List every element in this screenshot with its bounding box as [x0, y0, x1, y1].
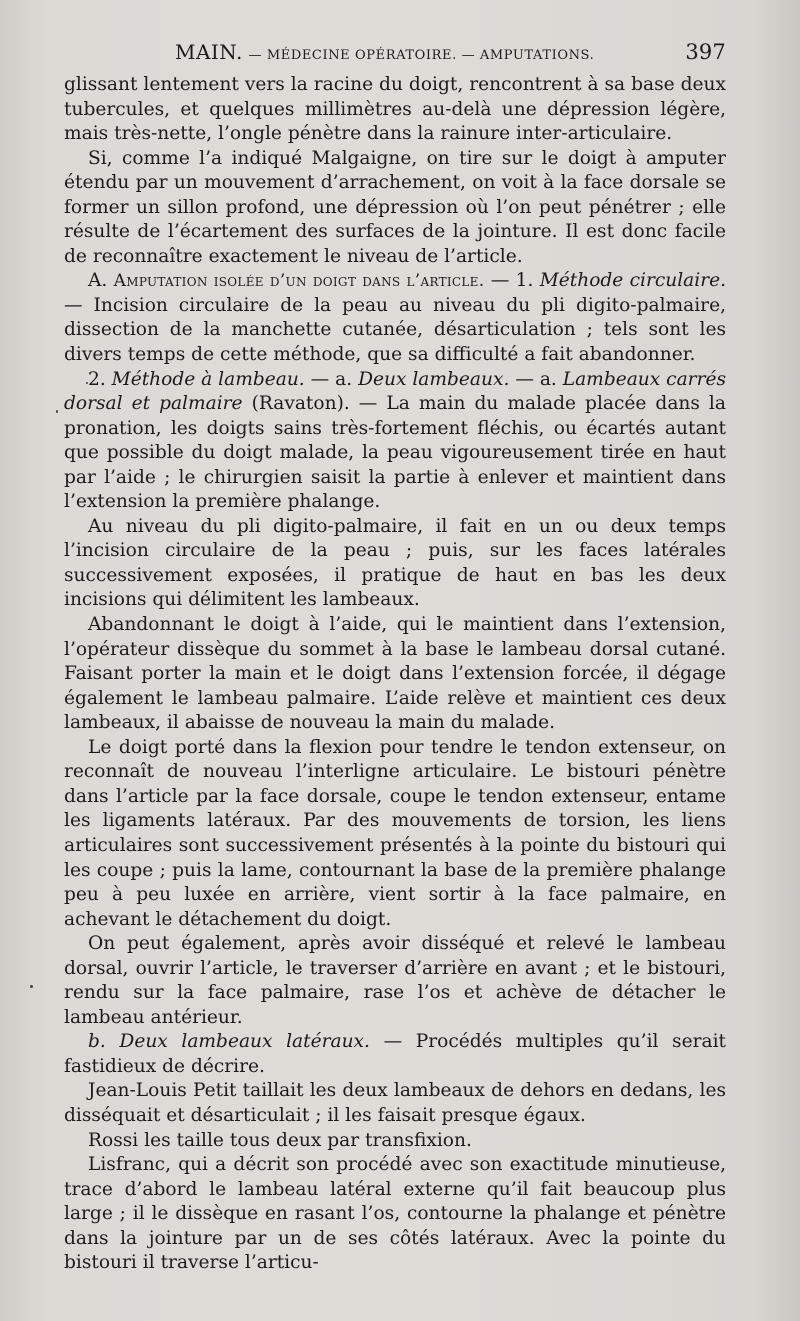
- paragraph: Au niveau du pli digito-palmaire, il fait en un ou deux temps l’incision circulaire de la peau ; puis, sur les faces latérales successivement exposées, il pratique de haut en bas les deux incisions qui délimitent les lambeaux.: [64, 515, 726, 611]
- paper-speck: [30, 985, 33, 988]
- header-main-word: MAIN.: [174, 40, 243, 64]
- section-2-method: Méthode à lambeau.: [111, 368, 305, 390]
- section-2-body: — La main du malade placée dans la pronation, les doigts sains très-fortement fléchis, ou écartés autant que possible du doigt malade, la peau vigoureusement tirée en haut par l’aide ; le chirurgien saisit la partie à enlever et maintient dans l’extension la première phalange.: [64, 393, 726, 513]
- page-number: 397: [685, 40, 726, 64]
- section-2-sep1: — a.: [310, 368, 353, 390]
- running-header: [64, 40, 726, 64]
- section-2-sep2: — a.: [515, 368, 557, 390]
- body-text: [64, 73, 726, 1276]
- section-a-paragraph: [64, 269, 726, 367]
- section-2-author: (Ravaton).: [251, 393, 350, 415]
- section-b-paragraph: [64, 1030, 726, 1079]
- paragraph: Abandonnant le doigt à l’aide, qui le maintient dans l’extension, l’opérateur dissèque du sommet à la base le lambeau dorsal cutané. Faisant porter la main et le doigt dans l’extension forcée, il dégage également le lambeau palmaire. L’aide relève et maintient ces deux lambeaux, il abaisse de nouveau la main du malade.: [64, 614, 726, 734]
- section-2-subsub: Lambeaux carrés dorsal et palmaire: [64, 368, 726, 415]
- paragraph: On peut également, après avoir disséqué et relevé le lambeau dorsal, ouvrir l’article, le traverser d’arrière en avant ; et le bistouri, rendu sur la face palmaire, rase l’os et achève de détacher le lambeau antérieur.: [64, 933, 726, 1028]
- paragraph: Si, comme l’a indiqué Malgaigne, on tire sur le doigt à amputer étendu par un mouvement d’arrachement, on voit à la face dorsale se former un sillon profond, une dépression où l’on peut pénétrer ; elle résulte de l’écartement des surfaces de la jointure. Il est donc facile de reconnaître exactement le niveau de l’article.: [64, 147, 726, 267]
- section-b-body: — Procédés multiples qu’il serait fastidieux de décrire.: [64, 1031, 726, 1077]
- paragraph: Rossi les taille tous deux par transfixion.: [88, 1129, 472, 1151]
- section-b-heading: b. Deux lambeaux latéraux.: [88, 1031, 370, 1053]
- section-2-paragraph: [64, 368, 726, 515]
- paragraph: glissant lentement vers la racine du doigt, rencontrent à sa base deux tubercules, et quelques millimètres au-delà une dépression légère, mais très-nette, l’ongle pénètre dans la rainure inter-articulaire.: [64, 74, 726, 145]
- section-a-sep: — 1.: [490, 270, 534, 292]
- header-title: [64, 40, 685, 64]
- paragraph: Lisfranc, qui a décrit son procédé avec son exactitude minutieuse, trace d’abord le lambeau latéral externe qu’il fait beaucoup plus large ; il le dissèque en rasant l’os, contourne la phalange et pénètre dans la jointure par un de ses côtés latéraux. Avec la pointe du bistouri il traverse l’articu-: [64, 1154, 726, 1274]
- section-2-lead: 2.: [88, 368, 106, 390]
- paragraph: Le doigt porté dans la flexion pour tendre le tendon extenseur, on reconnaît de nouveau l’interligne articulaire. Le bistouri pénètre dans l’article par la face dorsale, coupe le tendon extenseur, entame les ligaments latéraux. Par des mouvements de torsion, les liens articulaires sont successivement présentés à la pointe du bistouri qui les coupe ; puis la lame, contournant la base de la première phalange peu à peu luxée en arrière, vient sortir à la face palmaire, en achevant le détachement du doigt.: [64, 736, 726, 930]
- section-2-sub: Deux lambeaux.: [358, 368, 510, 390]
- section-a-heading: Amputation isolée d’un doigt dans l’article.: [113, 271, 485, 292]
- header-subtitle: — MÉDECINE OPÉRATOIRE. — AMPUTATIONS.: [248, 48, 595, 63]
- section-a-label: A.: [88, 270, 108, 292]
- section-a-body: — Incision circulaire de la peau au niveau du pli digito-palmaire, dissection de la manchette cutanée, désarticulation ; tels sont les divers temps de cette méthode, que sa difficulté a fait abandonner.: [64, 294, 726, 366]
- paper-speck: [86, 382, 88, 384]
- paragraph: Jean-Louis Petit taillait les deux lambeaux de dehors en dedans, les disséquait et désarticulait ; il les faisait presque égaux.: [64, 1080, 726, 1126]
- paper-speck: [56, 410, 58, 413]
- section-a-method: Méthode circulaire.: [539, 270, 727, 292]
